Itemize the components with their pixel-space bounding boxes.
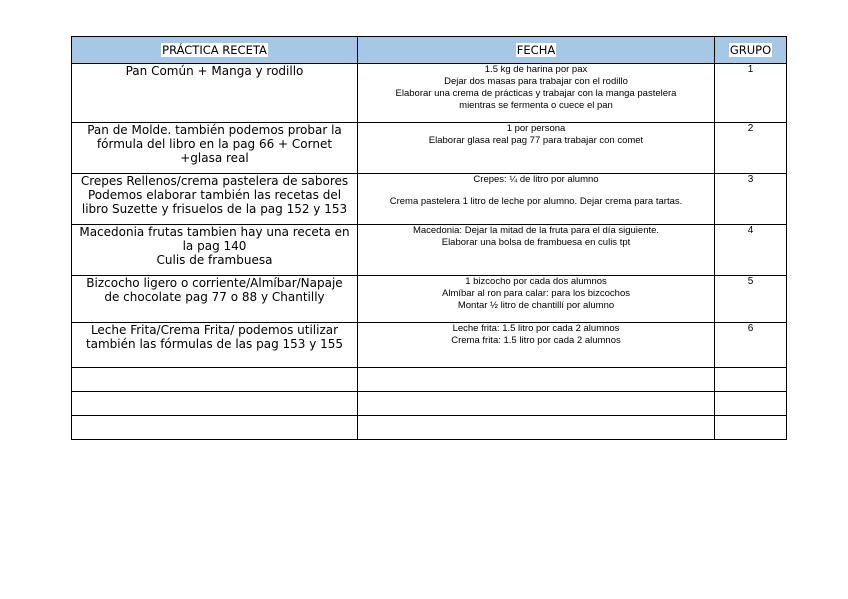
recipe-line: la pag 140 bbox=[182, 239, 247, 253]
recipe-cell bbox=[72, 276, 358, 323]
fecha-line: Elaborar una crema de prácticas y trabajar con la manga pastelera bbox=[395, 88, 677, 99]
fecha-line: Macedonia: Dejar la mitad de la fruta para el día siguiente. bbox=[412, 225, 660, 236]
empty-cell bbox=[715, 368, 787, 392]
recipe-line: Crepes Rellenos/crema pastelera de sabores bbox=[80, 174, 349, 188]
fecha-cell bbox=[358, 276, 715, 323]
recipe-line: Pan Común + Manga y rodillo bbox=[125, 64, 304, 78]
grupo-cell: 6 bbox=[715, 323, 787, 368]
table-row bbox=[72, 123, 787, 174]
fecha-cell bbox=[358, 174, 715, 225]
grupo-cell: 2 bbox=[715, 123, 787, 174]
table-row bbox=[72, 323, 787, 368]
recipe-line: Culis de frambuesa bbox=[156, 253, 273, 267]
recipe-line: Bizcocho ligero o corriente/Almíbar/Napaje bbox=[86, 276, 343, 290]
recipe-cell bbox=[72, 225, 358, 276]
fecha-cell bbox=[358, 123, 715, 174]
fecha-cell bbox=[358, 225, 715, 276]
fecha-line: Crema frita: 1.5 litro por cada 2 alumnos bbox=[451, 335, 621, 346]
fecha-line: Leche frita: 1.5 litro por cada 2 alumnos bbox=[452, 323, 620, 334]
fecha-line: Dejar dos masas para trabajar con el rodillo bbox=[444, 76, 628, 87]
fecha-line: 1 por persona bbox=[506, 123, 566, 134]
header-fecha: FECHA bbox=[358, 37, 715, 64]
recipe-cell bbox=[72, 174, 358, 225]
recipe-line: también las fórmulas de las pag 153 y 155 bbox=[85, 337, 344, 351]
empty-cell bbox=[715, 392, 787, 416]
recipe-line: de chocolate pag 77 o 88 y Chantilly bbox=[104, 290, 325, 304]
header-row bbox=[72, 37, 787, 64]
table-row bbox=[72, 64, 787, 123]
recipe-cell bbox=[72, 323, 358, 368]
recipe-line: Podemos elaborar también las recetas del bbox=[87, 188, 342, 202]
fecha-line: Elaborar glasa real pag 77 para trabajar con comet bbox=[428, 135, 644, 146]
empty-cell bbox=[358, 392, 715, 416]
fecha-spacer bbox=[362, 186, 710, 196]
recipe-cell bbox=[72, 123, 358, 174]
empty-row bbox=[72, 392, 787, 416]
fecha-line: Almíbar al ron para calar: para los bizcochos bbox=[442, 288, 630, 299]
fecha-line: Crema pastelera 1 litro de leche por alumno. Dejar crema para tartas. bbox=[389, 196, 683, 207]
empty-row bbox=[72, 416, 787, 440]
table-row bbox=[72, 174, 787, 225]
recipe-schedule-table bbox=[71, 36, 787, 440]
fecha-line: 1.5 kg de harina por pax bbox=[484, 64, 588, 75]
empty-cell bbox=[72, 392, 358, 416]
recipe-line: +glasa real bbox=[180, 151, 249, 165]
table-row bbox=[72, 276, 787, 323]
recipe-line: libro Suzette y frisuelos de la pag 152 y 153 bbox=[81, 202, 348, 216]
empty-row bbox=[72, 368, 787, 392]
fecha-line: Crepes: ¼ de litro por alumno bbox=[473, 174, 599, 185]
header-grupo: GRUPO bbox=[715, 37, 787, 64]
fecha-line: mientras se fermenta o cuece el pan bbox=[459, 100, 613, 111]
table-row bbox=[72, 225, 787, 276]
recipe-line: Macedonia frutas tambien hay una receta en bbox=[79, 225, 350, 239]
fecha-line: Elaborar una bolsa de frambuesa en culis tpt bbox=[441, 237, 631, 248]
grupo-cell: 1 bbox=[715, 64, 787, 123]
empty-cell bbox=[72, 416, 358, 440]
empty-cell bbox=[358, 368, 715, 392]
empty-cell bbox=[358, 416, 715, 440]
empty-cell bbox=[72, 368, 358, 392]
empty-cell bbox=[715, 416, 787, 440]
fecha-cell bbox=[358, 64, 715, 123]
recipe-cell bbox=[72, 64, 358, 123]
fecha-line: Montar ½ litro de chantillí por alumno bbox=[457, 300, 615, 311]
fecha-line: 1 bizcocho por cada dos alumnos bbox=[465, 276, 607, 287]
grupo-cell: 3 bbox=[715, 174, 787, 225]
grupo-cell: 5 bbox=[715, 276, 787, 323]
recipe-line: fórmula del libro en la pag 66 + Cornet bbox=[96, 137, 333, 151]
header-practica: PRÁCTICA RECETA bbox=[72, 37, 358, 64]
recipe-line: Leche Frita/Crema Frita/ podemos utilizar bbox=[90, 323, 339, 337]
fecha-cell bbox=[358, 323, 715, 368]
recipe-line: Pan de Molde. también podemos probar la bbox=[87, 123, 342, 137]
grupo-cell: 4 bbox=[715, 225, 787, 276]
